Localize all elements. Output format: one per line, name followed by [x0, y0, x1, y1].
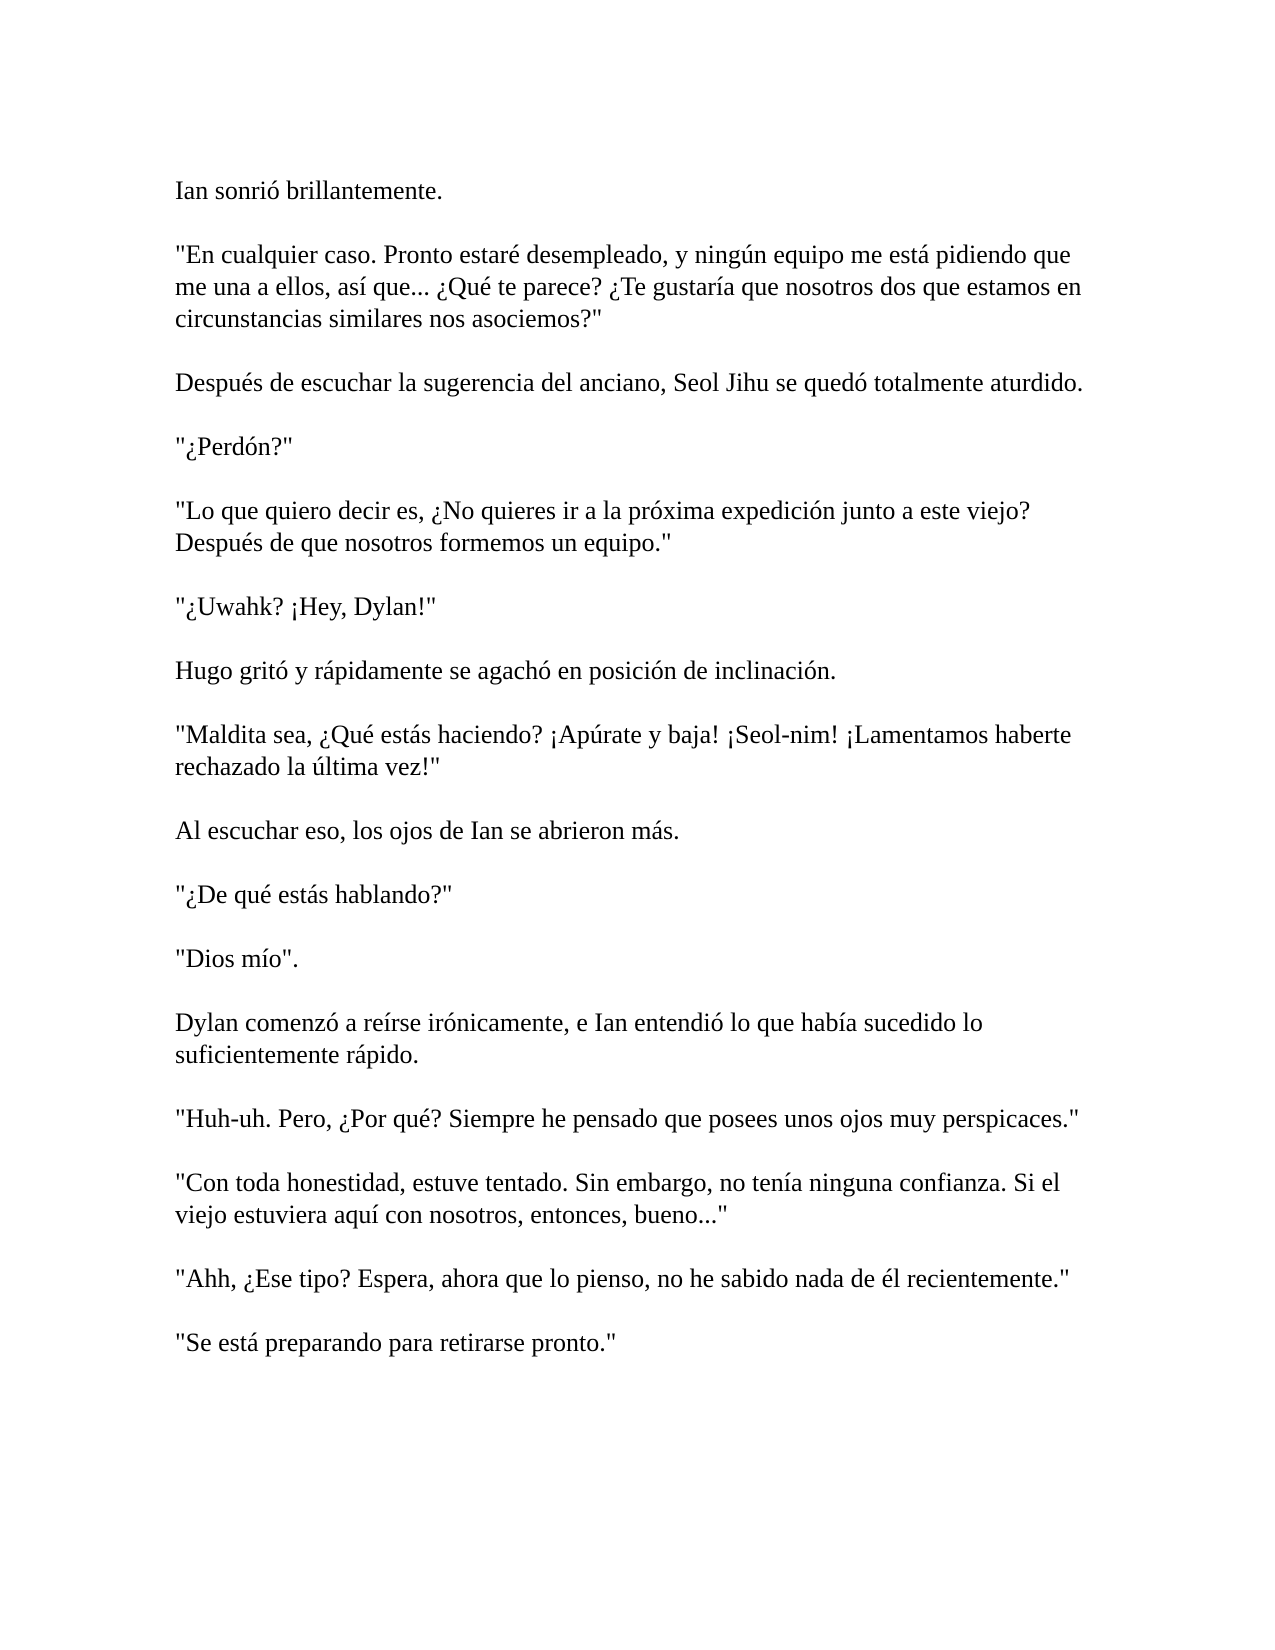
- paragraph: "Maldita sea, ¿Qué estás haciendo? ¡Apúrate y baja! ¡Seol-nim! ¡Lamentamos haberte rechazado la última vez!": [175, 720, 1072, 781]
- paragraph: "¿Uwahk? ¡Hey, Dylan!": [175, 592, 437, 621]
- paragraph: Hugo gritó y rápidamente se agachó en posición de inclinación.: [175, 656, 837, 685]
- document-body: [175, 175, 1095, 1391]
- paragraph: "Ahh, ¿Ese tipo? Espera, ahora que lo pienso, no he sabido nada de él recientemente.": [175, 1264, 1070, 1293]
- paragraph: Después de escuchar la sugerencia del anciano, Seol Jihu se quedó totalmente aturdido.: [175, 368, 1084, 397]
- paragraph: Ian sonrió brillantemente.: [175, 176, 443, 205]
- paragraph: "En cualquier caso. Pronto estaré desempleado, y ningún equipo me está pidiendo que me una a ellos, así que... ¿Qué te parece? ¿Te gustaría que nosotros dos que estamos en circunstancias similares nos asociemos?": [175, 240, 1082, 333]
- paragraph: "Con toda honestidad, estuve tentado. Sin embargo, no tenía ninguna confianza. Si el viejo estuviera aquí con nosotros, entonces, bueno...": [175, 1168, 1061, 1229]
- paragraph: "Lo que quiero decir es, ¿No quieres ir a la próxima expedición junto a este viejo? Después de que nosotros formemos un equipo.": [175, 496, 1031, 557]
- paragraph: "¿De qué estás hablando?": [175, 880, 453, 909]
- paragraph: "Se está preparando para retirarse pronto.": [175, 1328, 617, 1357]
- paragraph: "Dios mío".: [175, 944, 299, 973]
- paragraph: "Huh-uh. Pero, ¿Por qué? Siempre he pensado que posees unos ojos muy perspicaces.": [175, 1104, 1080, 1133]
- paragraph: Al escuchar eso, los ojos de Ian se abrieron más.: [175, 816, 680, 845]
- paragraph: "¿Perdón?": [175, 432, 293, 461]
- paragraph: Dylan comenzó a reírse irónicamente, e Ian entendió lo que había sucedido lo suficientemente rápido.: [175, 1008, 983, 1069]
